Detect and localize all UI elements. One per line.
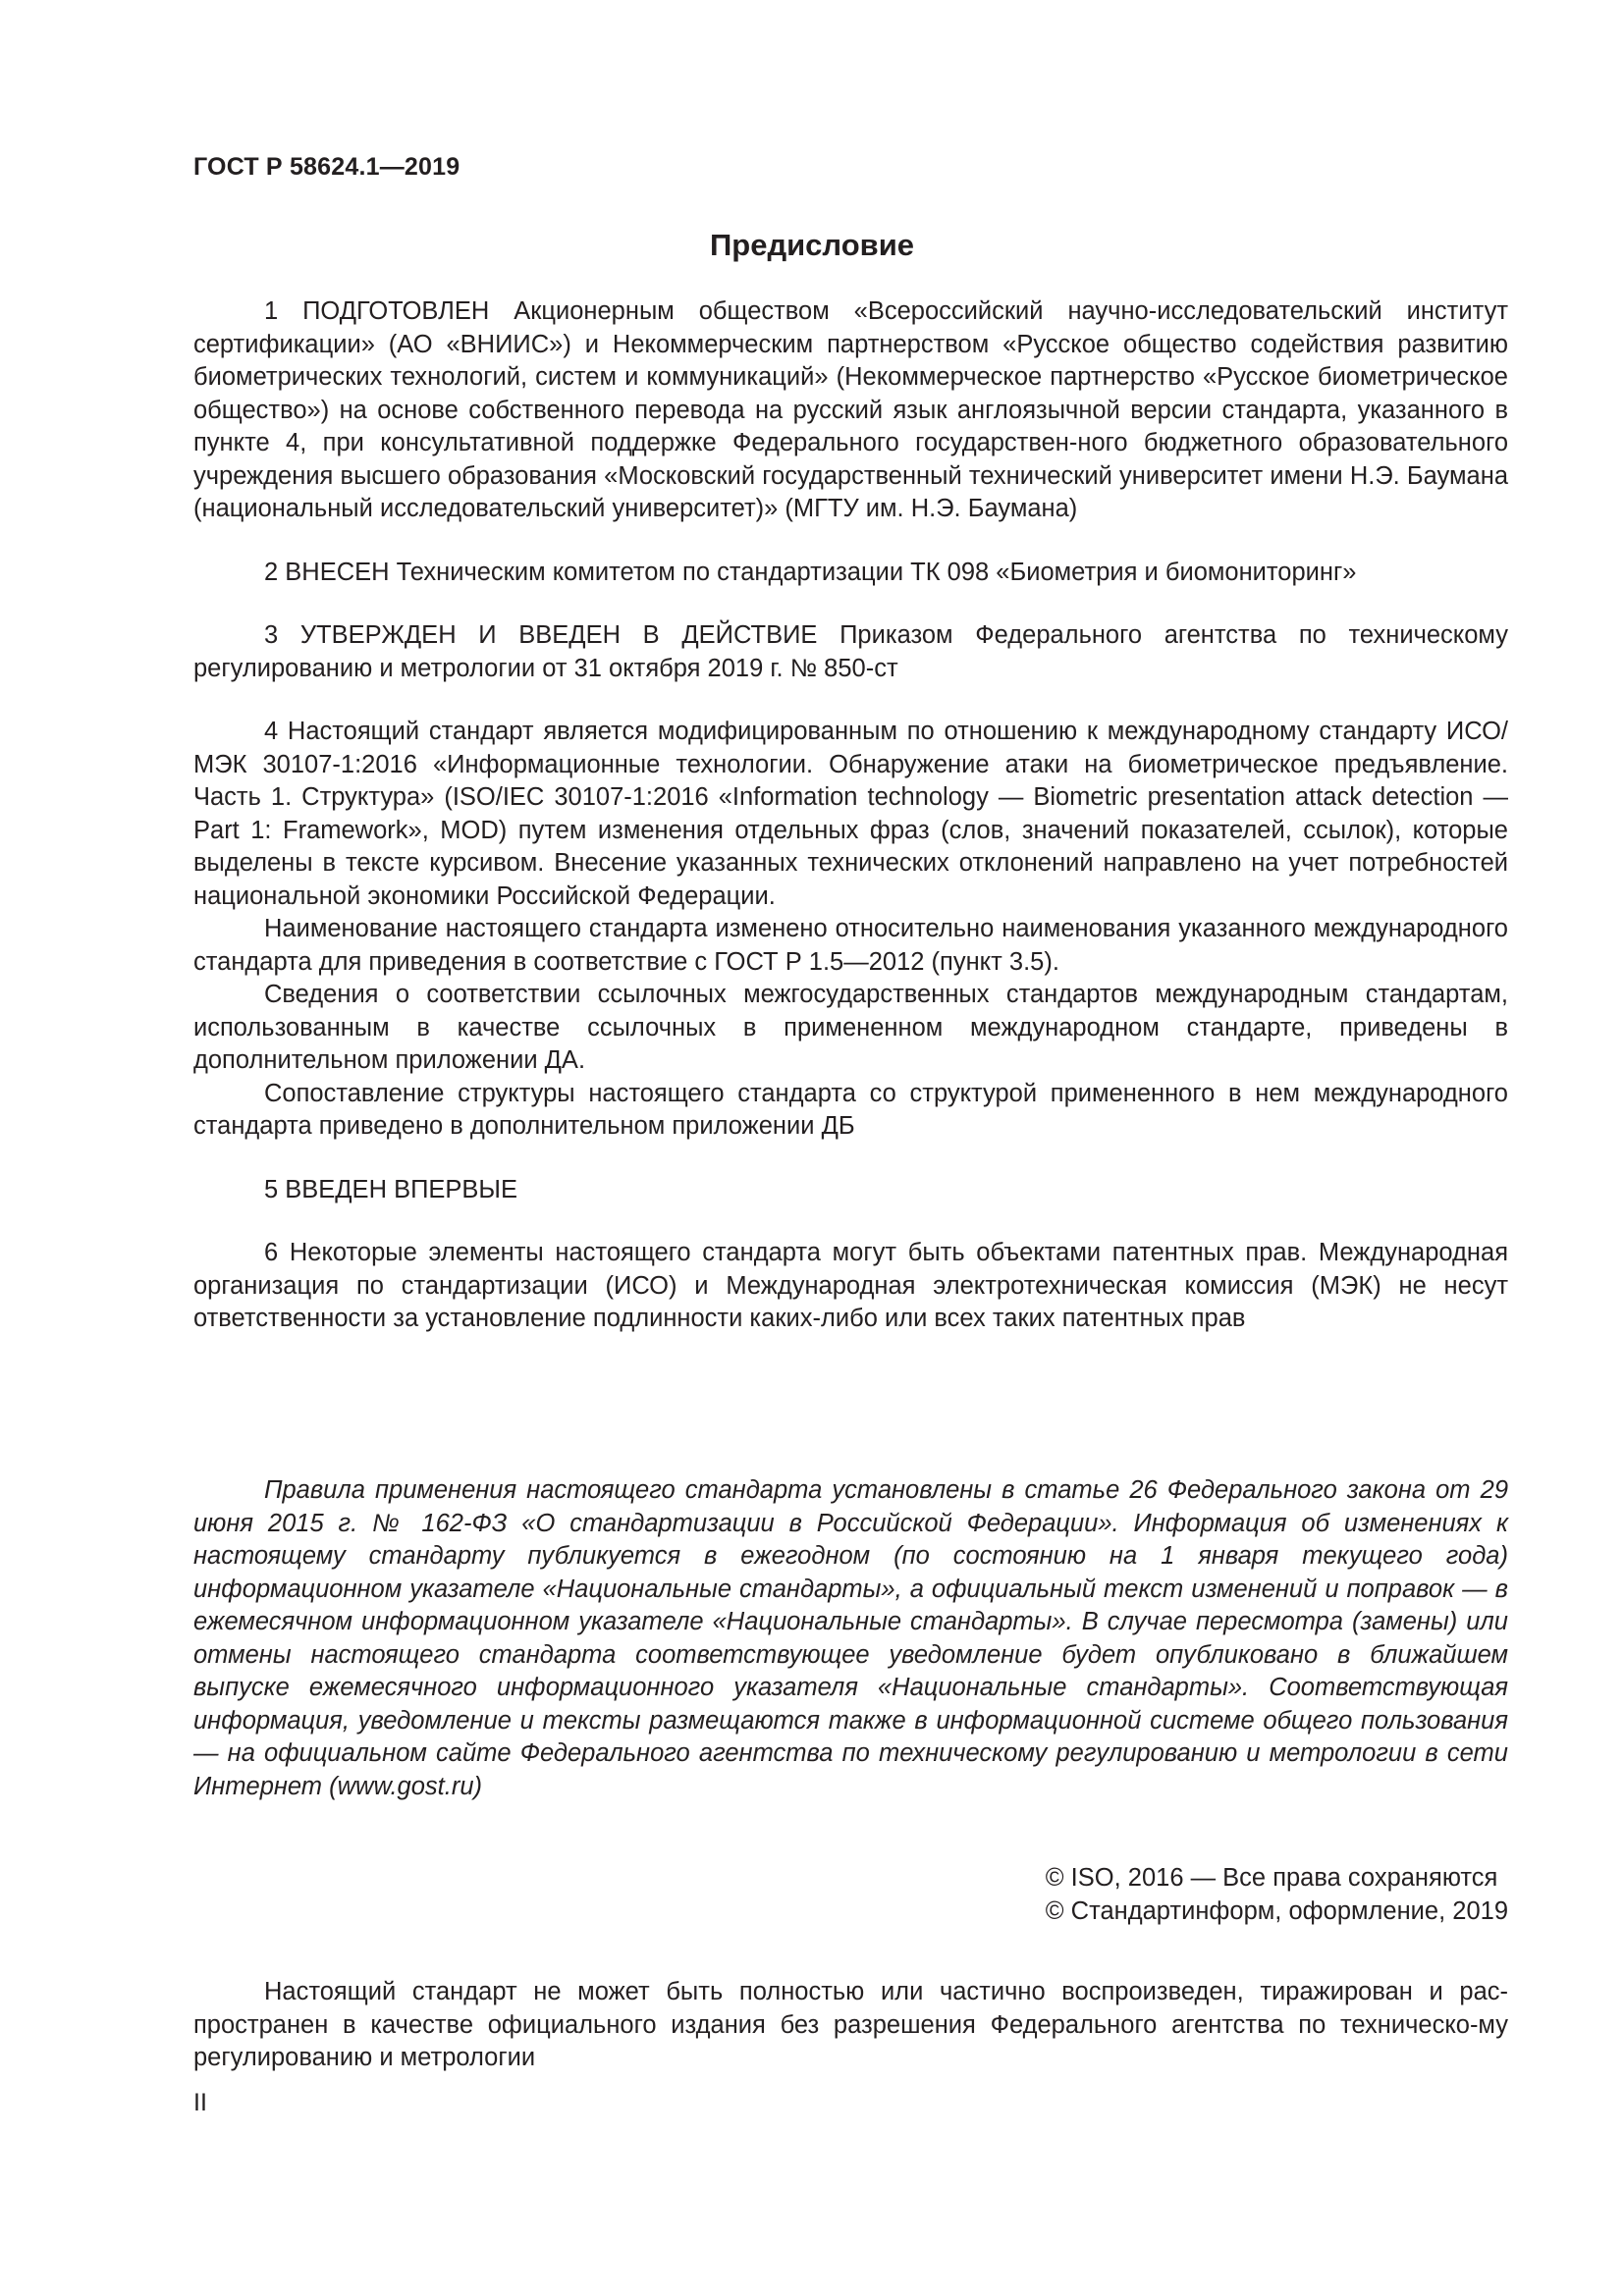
preface-item-2: 2 ВНЕСЕН Техническим комитетом по стандартизации ТК 098 «Биометрия и биомониторинг» [264, 558, 1357, 586]
preface-item-6: 6 Некоторые элементы настоящего стандарта могут быть объектами патентных прав. Международная организация по стандартизации (ИСО) и Международная электротехническая комиссия (МЭК) не несут ответственности за установление подлинности каких-либо или всех таких патентных прав [193, 1239, 1508, 1332]
page-number: II [193, 2089, 207, 2116]
reproduction-notice: Настоящий стандарт не может быть полностью или частично воспроизведен, тиражирован и рас-пространен в качестве официального издания без разрешения Федерального агентства по техническо-му регулированию и метрологии [193, 1978, 1508, 2071]
preface-items [193, 295, 1508, 1336]
preface-item-1: 1 ПОДГОТОВЛЕН Акционерным обществом «Всероссийский научно-исследовательский институт сертификации» (АО «ВНИИС») и Некоммерческим партнерством «Русское общество содействия развитию биометрических технологий, систем и коммуникаций» (Некоммерческое партнерство «Русское биометрическое общество») на основе собственного перевода на русский язык англоязычной версии стандарта, указанного в пункте 4, при консультативной поддержке Федерального государствен-ного бюджетного образовательного учреждения высшего образования «Московский государственный технический университет имени Н.Э. Баумана (национальный исследовательский университет)» (МГТУ им. Н.Э. Баумана) [193, 297, 1508, 522]
preface-item-4-para-4: Сопоставление структуры настоящего стандарта со структурой примененного в нем международного стандарта приведено в дополнительном приложении ДБ [193, 1079, 1508, 1140]
copyright-standartinform: © Стандартинформ, оформление, 2019 [1045, 1897, 1508, 1925]
copyright-block [1046, 1861, 1508, 1928]
page-title: Предисловие [709, 228, 914, 262]
copyright-iso: © ISO, 2016 — Все права сохраняются [1045, 1864, 1498, 1892]
document-number-header: ГОСТ Р 58624.1—2019 [193, 153, 460, 181]
preface-item-3: 3 УТВЕРЖДЕН И ВВЕДЕН В ДЕЙСТВИЕ Приказом Федерального агентства по техническому регулированию и метрологии от 31 октября 2019 г. № 850-ст [193, 621, 1508, 682]
rules-notice: Правила применения настоящего стандарта установлены в статье 26 Федерального закона от 29 июня 2015 г. № 162-ФЗ «О стандартизации в Российской Федерации». Информация об изменениях к настоящему стандарту публикуется в ежегодном (по состоянию на 1 января текущего года) информационном указателе «Национальные стандарты», а официальный текст изменений и поправок — в ежемесячном информационном указателе «Национальные стандарты». В случае пересмотра (замены) или отмены настоящего стандарта соответствующее уведомление будет опубликовано в ближайшем выпуске ежемесячного информационного указателя «Национальные стандарты». Соответствующая информация, уведомление и тексты размещаются также в информационной системе общего пользования — на официальном сайте Федерального агентства по техническому регулированию и метрологии в сети Интернет (www.gost.ru) [193, 1476, 1508, 1800]
preface-item-5: 5 ВВЕДЕН ВПЕРВЫЕ [264, 1175, 518, 1203]
preface-item-4-para-3: Сведения о соответствии ссылочных межгосударственных стандартов международным стандартам, использованным в качестве ссылочных в примененном международном стандарте, приведены в дополнительном приложении ДА. [193, 981, 1508, 1074]
preface-item-4: 4 Настоящий стандарт является модифицированным по отношению к международному стандарту ИСО/МЭК 30107-1:2016 «Информационные технологии. Обнаружение атаки на биометрическое предъявление. Часть 1. Структура» (ISO/IEC 30107-1:2016 «Information technology — Biometric presentation attack detection — Part 1: Framework», MOD) путем изменения отдельных фраз (слов, значений показателей, ссылок), которые выделены в тексте курсивом. Внесение указанных технических отклонений направлено на учет потребностей национальной экономики Российской Федерации. [193, 718, 1508, 910]
preface-item-4-para-2: Наименование настоящего стандарта изменено относительно наименования указанного международного стандарта для приведения в соответствие с ГОСТ Р 1.5—2012 (пункт 3.5). [193, 915, 1508, 976]
